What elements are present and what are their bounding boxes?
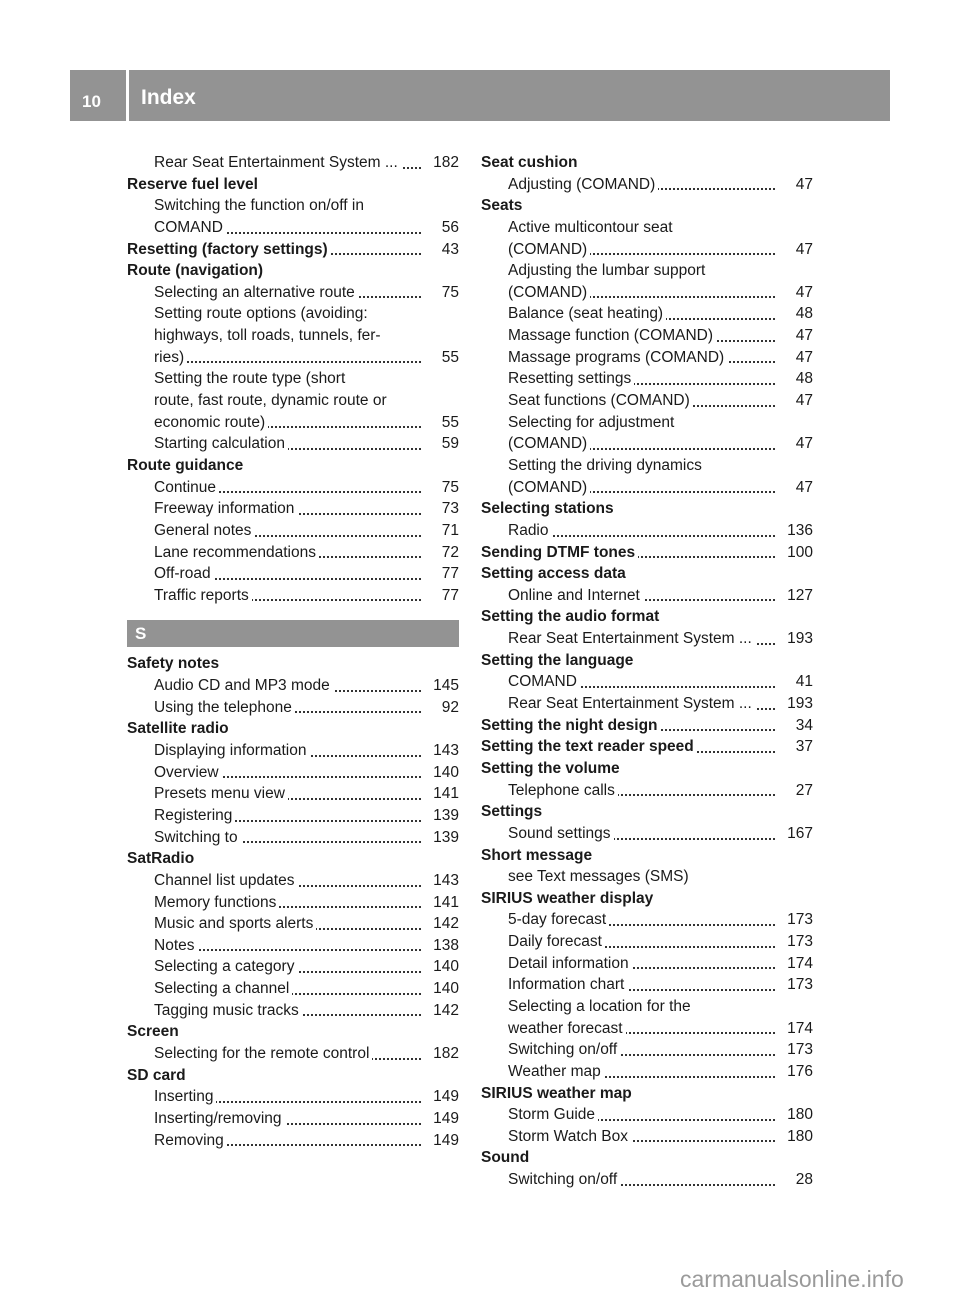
entry-text: Sound — [481, 1149, 532, 1166]
entry-text: Lane recommendations — [154, 544, 319, 561]
entry-text: Resetting (factory settings) — [127, 241, 331, 258]
index-entry — [481, 563, 813, 585]
index-subentry[interactable] — [127, 433, 459, 455]
index-subentry[interactable] — [127, 892, 459, 914]
index-subentry[interactable] — [481, 1126, 813, 1148]
index-subentry — [127, 368, 459, 390]
entry-text: Selecting an alternative route — [154, 284, 358, 301]
index-entry — [481, 152, 813, 174]
page-reference[interactable]: 56 — [438, 217, 459, 239]
index-subentry — [127, 303, 459, 325]
page-reference[interactable]: 55 — [438, 412, 459, 434]
page-reference[interactable]: 27 — [792, 780, 813, 802]
index-entry[interactable] — [481, 542, 813, 564]
index-subentry[interactable] — [481, 239, 813, 261]
entry-text: Music and sports alerts — [154, 915, 316, 932]
index-subentry[interactable] — [481, 628, 813, 650]
page-reference[interactable]: 145 — [429, 675, 459, 697]
index-subentry[interactable] — [127, 520, 459, 542]
index-subentry[interactable] — [481, 282, 813, 304]
index-subentry[interactable] — [127, 498, 459, 520]
page-reference[interactable]: 73 — [438, 498, 459, 520]
index-subentry[interactable] — [481, 953, 813, 975]
index-entry — [481, 758, 813, 780]
entry-text: Selecting for the remote control — [154, 1045, 372, 1062]
page-reference[interactable]: 75 — [438, 282, 459, 304]
index-subentry[interactable] — [127, 542, 459, 564]
entry-text: see Text messages (SMS) — [508, 868, 692, 885]
index-subentry[interactable] — [127, 740, 459, 762]
page-reference[interactable]: 143 — [429, 740, 459, 762]
page-reference[interactable]: 47 — [792, 239, 813, 261]
index-entry — [481, 1083, 813, 1105]
entry-text: Overview — [154, 764, 222, 781]
index-subentry[interactable] — [481, 1039, 813, 1061]
entry-text: Route (navigation) — [127, 262, 266, 279]
index-subentry[interactable] — [481, 693, 813, 715]
entry-text: Setting route options (avoiding: — [154, 305, 371, 322]
page-reference[interactable]: 193 — [783, 628, 813, 650]
index-subentry[interactable] — [481, 585, 813, 607]
entry-text: Sending DTMF tones — [481, 544, 638, 561]
entry-text: Selecting for adjustment — [508, 414, 677, 431]
index-subentry[interactable] — [127, 1108, 459, 1130]
page-reference[interactable]: 72 — [438, 542, 459, 564]
entry-text: (COMAND) — [508, 435, 590, 452]
entry-text: 5-day forecast — [508, 911, 609, 928]
index-subentry — [481, 866, 813, 888]
index-subentry[interactable] — [127, 762, 459, 784]
index-subentry[interactable] — [481, 325, 813, 347]
index-column-left — [127, 152, 459, 1151]
entry-text: Safety notes — [127, 655, 222, 672]
index-entry — [481, 195, 813, 217]
page-reference[interactable]: 48 — [792, 303, 813, 325]
page-reference[interactable]: 182 — [429, 1043, 459, 1065]
entry-text: Setting the route type (short — [154, 370, 348, 387]
index-entry — [481, 888, 813, 910]
page-reference[interactable]: 136 — [783, 520, 813, 542]
watermark: carmanualsonline.info — [680, 1266, 904, 1292]
entry-text: Audio CD and MP3 mode — [154, 677, 333, 694]
index-subentry — [127, 325, 459, 347]
entry-text: Rear Seat Entertainment System ... — [508, 630, 755, 647]
entry-text: Screen — [127, 1023, 182, 1040]
page-reference[interactable]: 173 — [783, 1039, 813, 1061]
index-subentry[interactable] — [127, 477, 459, 499]
index-subentry[interactable] — [127, 1130, 459, 1152]
page-reference[interactable]: 142 — [429, 913, 459, 935]
index-subentry[interactable] — [127, 412, 459, 434]
entry-text: Tagging music tracks — [154, 1002, 302, 1019]
entry-text: Setting the driving dynamics — [508, 457, 705, 474]
index-subentry[interactable] — [481, 303, 813, 325]
index-subentry[interactable] — [481, 1169, 813, 1191]
index-subentry[interactable] — [481, 909, 813, 931]
entry-text: Sound settings — [508, 825, 614, 842]
page-reference[interactable]: 180 — [783, 1126, 813, 1148]
page-reference[interactable]: 47 — [792, 282, 813, 304]
entry-text: COMAND — [508, 673, 580, 690]
index-entry — [481, 845, 813, 867]
page-reference[interactable]: 100 — [783, 542, 813, 564]
entry-text: SIRIUS weather display — [481, 890, 656, 907]
entry-text: Setting access data — [481, 565, 629, 582]
index-subentry[interactable] — [481, 1061, 813, 1083]
index-subentry[interactable] — [127, 935, 459, 957]
index-subentry[interactable] — [127, 1086, 459, 1108]
entry-text: Rear Seat Entertainment System ... — [508, 695, 755, 712]
index-subentry[interactable] — [481, 390, 813, 412]
page-reference[interactable]: 37 — [792, 736, 813, 758]
page-title: Index — [129, 70, 890, 121]
index-subentry[interactable] — [481, 174, 813, 196]
page-reference[interactable]: 173 — [783, 931, 813, 953]
entry-text: highways, toll roads, tunnels, fer- — [154, 327, 384, 344]
entry-text: Setting the language — [481, 652, 636, 669]
entry-text: SD card — [127, 1067, 189, 1084]
entry-text: Selecting a location for the — [508, 998, 694, 1015]
index-subentry[interactable] — [127, 956, 459, 978]
page-reference[interactable]: 193 — [783, 693, 813, 715]
index-subentry[interactable] — [127, 827, 459, 849]
index-subentry[interactable] — [481, 931, 813, 953]
index-subentry[interactable] — [127, 1000, 459, 1022]
entry-text: Radio — [508, 522, 552, 539]
index-subentry[interactable] — [127, 347, 459, 369]
entry-text: Selecting stations — [481, 500, 617, 517]
entry-text: Telephone calls — [508, 782, 618, 799]
page-reference[interactable]: 149 — [429, 1108, 459, 1130]
page-reference[interactable]: 149 — [429, 1086, 459, 1108]
page-reference[interactable]: 174 — [783, 1018, 813, 1040]
page-reference[interactable]: 139 — [429, 805, 459, 827]
entry-text: Online and Internet — [508, 587, 643, 604]
entry-text: COMAND — [154, 219, 226, 236]
entry-text: Setting the text reader speed — [481, 738, 697, 755]
index-subentry[interactable] — [481, 520, 813, 542]
entry-text: Short message — [481, 847, 595, 864]
page-reference[interactable]: 47 — [792, 174, 813, 196]
entry-text: Massage function (COMAND) — [508, 327, 716, 344]
entry-text: Settings — [481, 803, 545, 820]
dot-leader — [154, 361, 421, 363]
index-entry — [481, 1147, 813, 1169]
index-subentry — [127, 390, 459, 412]
entry-text: Selecting a channel — [154, 980, 292, 997]
entry-text: Inserting/removing — [154, 1110, 285, 1127]
entry-text: Storm Guide — [508, 1106, 598, 1123]
index-subentry[interactable] — [127, 152, 459, 174]
page-reference[interactable]: 71 — [438, 520, 459, 542]
page-reference[interactable]: 59 — [438, 433, 459, 455]
page-reference[interactable]: 77 — [438, 563, 459, 585]
entry-text: Detail information — [508, 955, 632, 972]
index-entry — [481, 498, 813, 520]
page-reference[interactable]: 174 — [783, 953, 813, 975]
index-subentry[interactable] — [481, 671, 813, 693]
entry-text: Weather map — [508, 1063, 604, 1080]
entry-text: Switching on/off — [508, 1171, 620, 1188]
page-reference[interactable]: 43 — [438, 239, 459, 261]
index-subentry[interactable] — [127, 563, 459, 585]
page-reference[interactable]: 47 — [792, 433, 813, 455]
entry-text: Switching the function on/off in — [154, 197, 367, 214]
index-subentry — [481, 996, 813, 1018]
entry-text: SatRadio — [127, 850, 197, 867]
index-subentry — [481, 260, 813, 282]
page-reference[interactable]: 34 — [792, 715, 813, 737]
entry-text: Reserve fuel level — [127, 176, 261, 193]
page-reference[interactable]: 138 — [429, 935, 459, 957]
index-entry — [127, 1021, 459, 1043]
page-reference[interactable]: 180 — [783, 1104, 813, 1126]
index-entry — [481, 801, 813, 823]
index-column-right — [481, 152, 813, 1191]
page-reference[interactable]: 167 — [783, 823, 813, 845]
page-reference[interactable]: 47 — [792, 390, 813, 412]
entry-text: Continue — [154, 479, 219, 496]
entry-text: Massage programs (COMAND) — [508, 349, 727, 366]
entry-text: Seat cushion — [481, 154, 580, 171]
index-entry — [481, 606, 813, 628]
index-subentry[interactable] — [127, 783, 459, 805]
index-subentry[interactable] — [127, 675, 459, 697]
entry-text: Switching on/off — [508, 1041, 620, 1058]
section-letter-header: S — [127, 620, 459, 647]
index-subentry[interactable] — [481, 368, 813, 390]
entry-text: Traffic reports — [154, 587, 252, 604]
index-entry — [127, 174, 459, 196]
entry-text: weather forecast — [508, 1020, 626, 1037]
index-entry[interactable] — [127, 239, 459, 261]
page-reference[interactable]: 140 — [429, 762, 459, 784]
entry-text: Selecting a category — [154, 958, 297, 975]
index-entry — [127, 455, 459, 477]
index-entry — [127, 718, 459, 740]
index-subentry — [481, 412, 813, 434]
entry-text: Presets menu view — [154, 785, 288, 802]
index-subentry[interactable] — [481, 974, 813, 996]
page-reference[interactable]: 173 — [783, 974, 813, 996]
page-reference[interactable]: 41 — [792, 671, 813, 693]
entry-text: Active multicontour seat — [508, 219, 676, 236]
index-subentry[interactable] — [127, 282, 459, 304]
entry-text: ries) — [154, 349, 187, 366]
index-subentry — [127, 195, 459, 217]
index-subentry[interactable] — [481, 780, 813, 802]
page-reference[interactable]: 141 — [429, 892, 459, 914]
index-subentry[interactable] — [481, 823, 813, 845]
page-reference[interactable]: 127 — [783, 585, 813, 607]
page-reference[interactable]: 141 — [429, 783, 459, 805]
index-subentry[interactable] — [127, 585, 459, 607]
page-reference[interactable]: 176 — [783, 1061, 813, 1083]
index-subentry[interactable] — [481, 347, 813, 369]
page-number: 10 — [70, 70, 126, 121]
index-subentry[interactable] — [127, 870, 459, 892]
entry-text: (COMAND) — [508, 284, 590, 301]
entry-text: (COMAND) — [508, 479, 590, 496]
page-reference[interactable]: 47 — [792, 325, 813, 347]
entry-text: Satellite radio — [127, 720, 232, 737]
entry-text: Setting the audio format — [481, 608, 662, 625]
entry-text: Using the telephone — [154, 699, 295, 716]
page-reference[interactable]: 75 — [438, 477, 459, 499]
entry-text: Registering — [154, 807, 235, 824]
page-reference[interactable]: 48 — [792, 368, 813, 390]
entry-text: Off-road — [154, 565, 214, 582]
index-subentry[interactable] — [127, 805, 459, 827]
page-reference[interactable]: 47 — [792, 477, 813, 499]
entry-text: Storm Watch Box — [508, 1128, 631, 1145]
entry-text: economic route) — [154, 414, 268, 431]
entry-text: Balance (seat heating) — [508, 305, 666, 322]
entry-text: SIRIUS weather map — [481, 1085, 635, 1102]
entry-text: Removing — [154, 1132, 227, 1149]
page-reference[interactable]: 173 — [783, 909, 813, 931]
entry-text: Memory functions — [154, 894, 279, 911]
entry-text: Setting the night design — [481, 717, 661, 734]
page-reference[interactable]: 142 — [429, 1000, 459, 1022]
index-entry[interactable] — [481, 715, 813, 737]
index-subentry — [481, 455, 813, 477]
page-reference[interactable]: 182 — [429, 152, 459, 174]
page-reference[interactable]: 140 — [429, 956, 459, 978]
entry-text: route, fast route, dynamic route or — [154, 392, 390, 409]
entry-text: Resetting settings — [508, 370, 634, 387]
entry-text: Seats — [481, 197, 525, 214]
index-subentry[interactable] — [127, 697, 459, 719]
entry-text: Notes — [154, 937, 198, 954]
index-subentry[interactable] — [127, 978, 459, 1000]
entry-text: Seat functions (COMAND) — [508, 392, 693, 409]
page-reference[interactable]: 139 — [429, 827, 459, 849]
entry-text: Setting the volume — [481, 760, 623, 777]
index-entry — [127, 260, 459, 282]
index-entry — [127, 848, 459, 870]
index-entry — [127, 653, 459, 675]
page-reference[interactable]: 28 — [792, 1169, 813, 1191]
entry-text: Rear Seat Entertainment System ... — [154, 154, 401, 171]
entry-text: Adjusting the lumbar support — [508, 262, 708, 279]
index-entry — [127, 1065, 459, 1087]
index-subentry[interactable] — [481, 1018, 813, 1040]
index-subentry[interactable] — [481, 477, 813, 499]
page-reference[interactable]: 143 — [429, 870, 459, 892]
page-reference[interactable]: 47 — [792, 347, 813, 369]
index-entry — [481, 650, 813, 672]
entry-text: Information chart — [508, 976, 627, 993]
entry-text: Daily forecast — [508, 933, 605, 950]
page-reference[interactable]: 77 — [438, 585, 459, 607]
entry-text: Channel list updates — [154, 872, 297, 889]
page-reference[interactable]: 55 — [438, 347, 459, 369]
entry-text: Adjusting (COMAND) — [508, 176, 658, 193]
entry-text: (COMAND) — [508, 241, 590, 258]
index-subentry[interactable] — [127, 913, 459, 935]
index-subentry[interactable] — [127, 217, 459, 239]
index-entry[interactable] — [481, 736, 813, 758]
index-subentry[interactable] — [481, 1104, 813, 1126]
entry-text: Switching to — [154, 829, 241, 846]
index-subentry[interactable] — [481, 433, 813, 455]
index-subentry — [481, 217, 813, 239]
entry-text: Starting calculation — [154, 435, 288, 452]
index-subentry[interactable] — [127, 1043, 459, 1065]
entry-text: Displaying information — [154, 742, 310, 759]
page-reference[interactable]: 149 — [429, 1130, 459, 1152]
entry-text: Inserting — [154, 1088, 216, 1105]
entry-text: Freeway information — [154, 500, 297, 517]
page-reference[interactable]: 92 — [438, 697, 459, 719]
entry-text: Route guidance — [127, 457, 246, 474]
entry-text: General notes — [154, 522, 254, 539]
page-reference[interactable]: 140 — [429, 978, 459, 1000]
